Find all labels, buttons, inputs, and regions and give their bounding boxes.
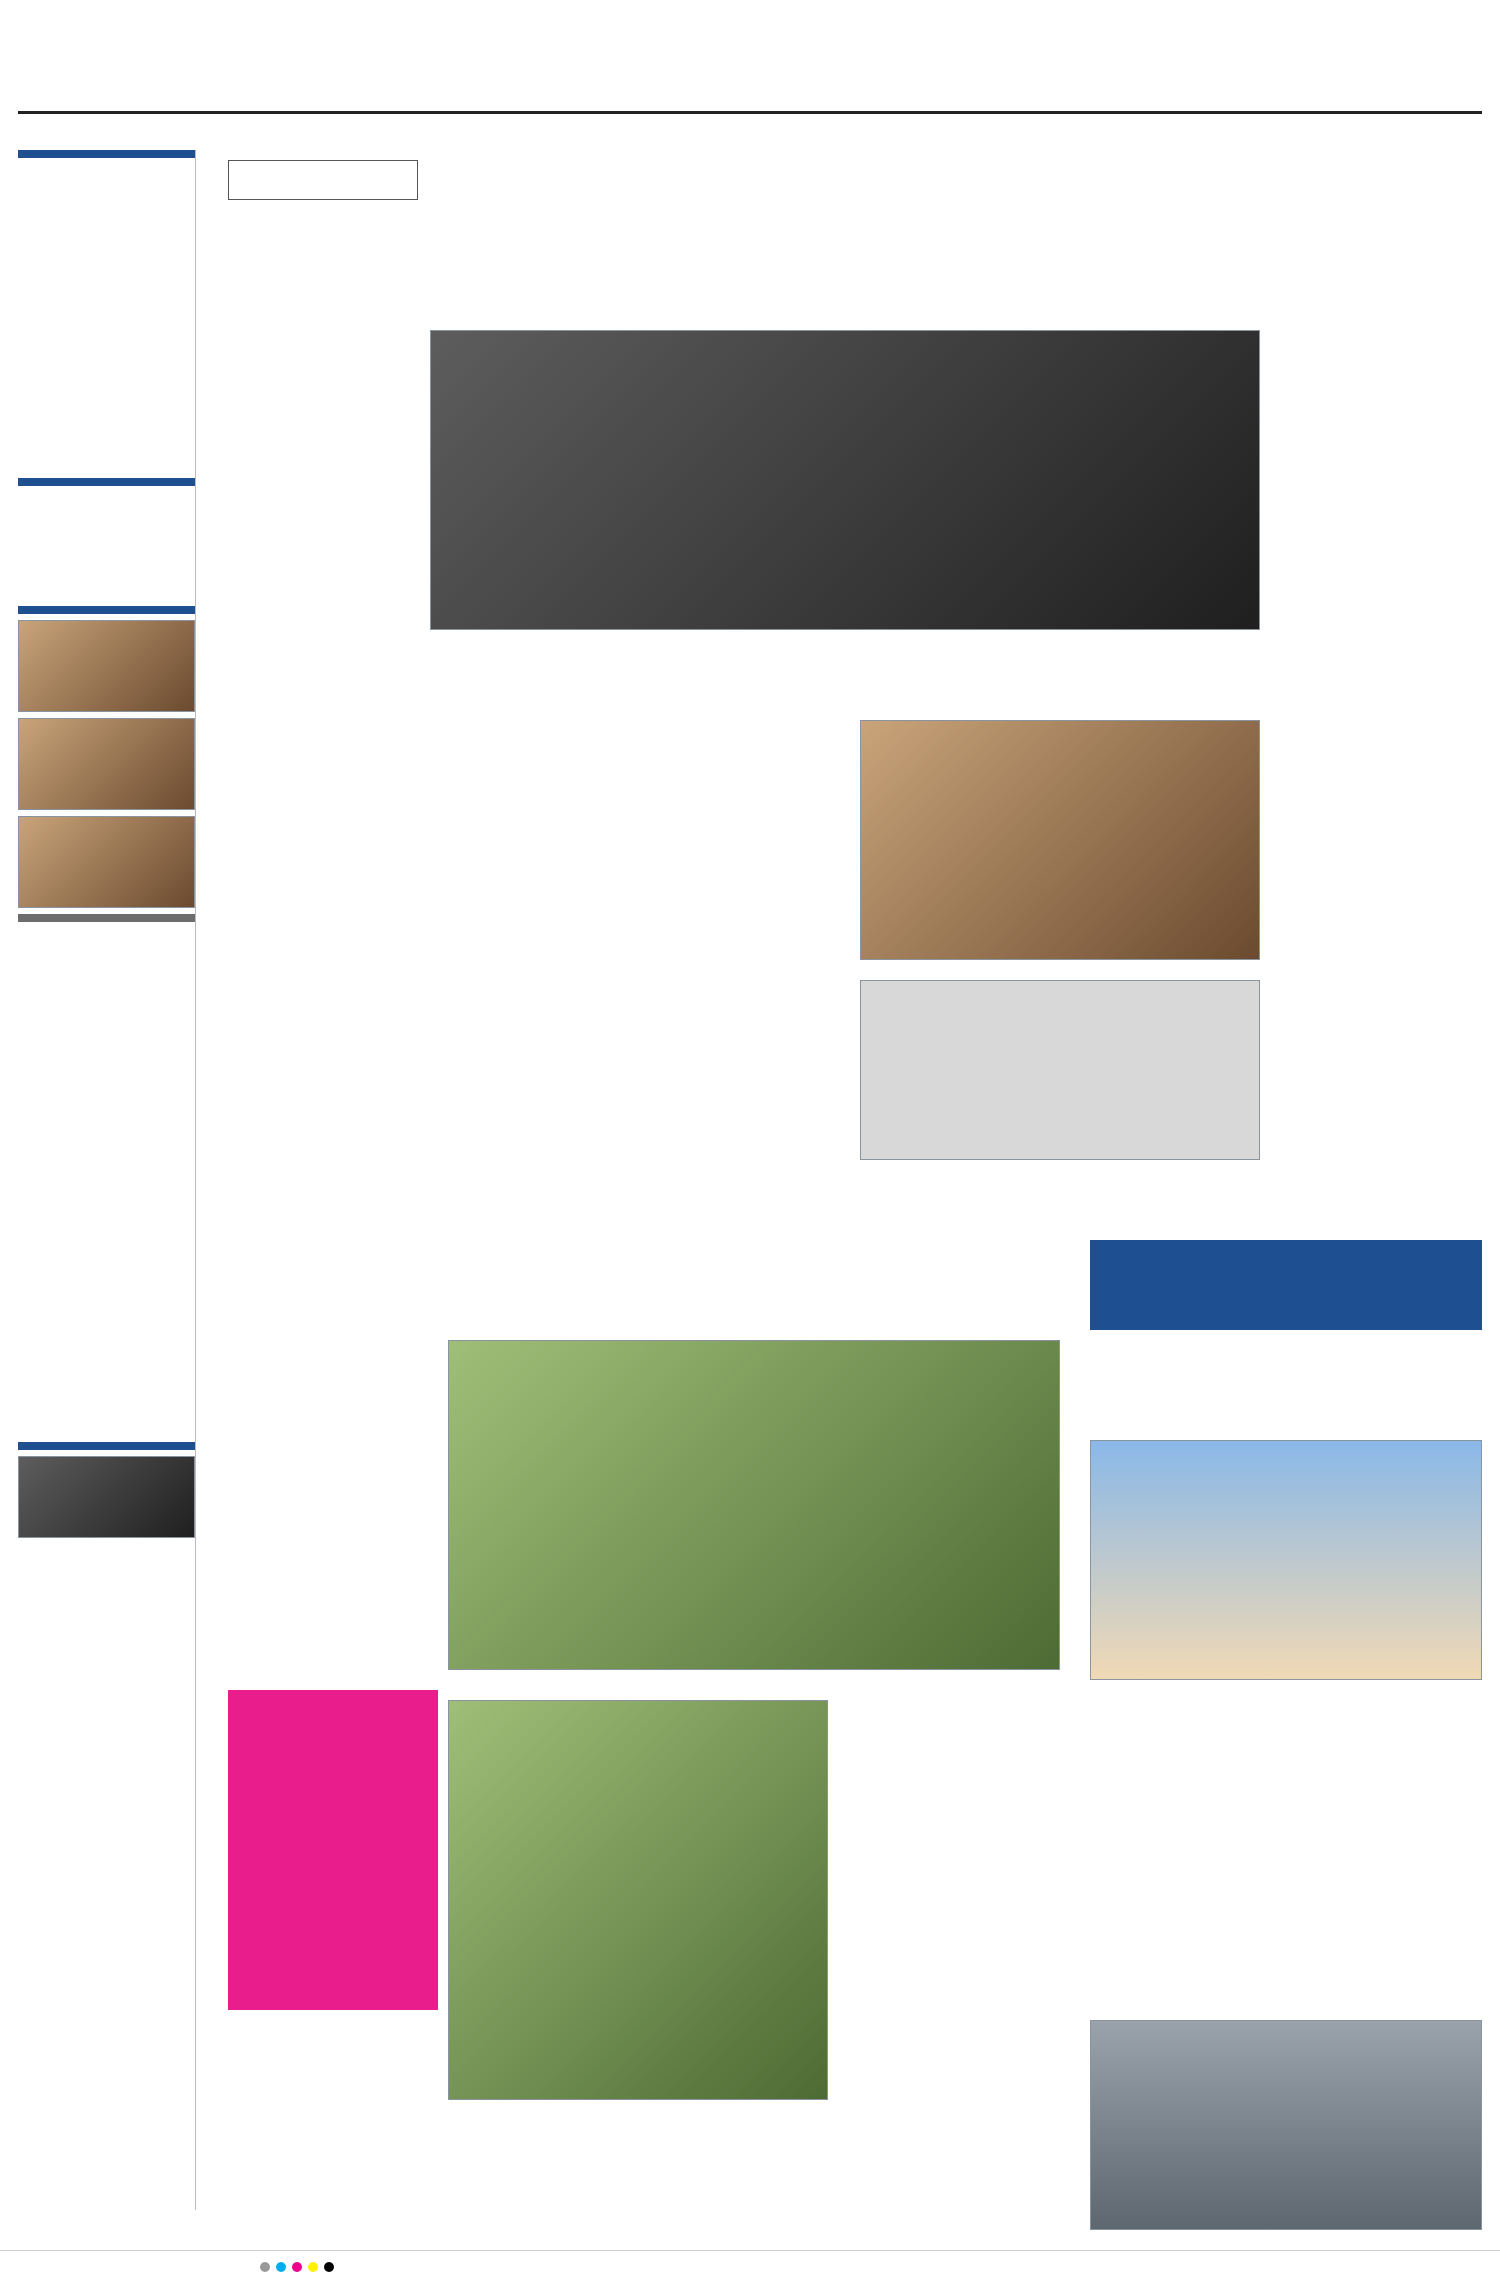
registration-dot bbox=[276, 2262, 286, 2272]
registration-dot bbox=[324, 2262, 334, 2272]
responder-photo bbox=[18, 620, 195, 712]
footer bbox=[0, 2250, 1500, 2282]
masthead bbox=[18, 18, 1482, 114]
japan-pagoda-photo bbox=[1090, 1440, 1482, 1680]
left-head-3 bbox=[18, 606, 195, 614]
responder-photo bbox=[18, 718, 195, 810]
plantation-photo bbox=[448, 1340, 1060, 1670]
trees-photo bbox=[448, 1700, 828, 2100]
fish-market-photo bbox=[1090, 2020, 1482, 2230]
registration-dot bbox=[260, 2262, 270, 2272]
section-label bbox=[1062, 24, 1482, 94]
responder-photo bbox=[18, 816, 195, 908]
registration-dot bbox=[308, 2262, 318, 2272]
hookah-photo bbox=[860, 720, 1260, 960]
left-head-2 bbox=[18, 478, 195, 486]
rifle-image bbox=[18, 1456, 195, 1538]
left-head-4 bbox=[18, 914, 195, 922]
pink-quote-box bbox=[228, 1690, 438, 2010]
smoking-photo bbox=[430, 330, 1260, 630]
byline bbox=[228, 160, 418, 200]
left-head-5 bbox=[18, 1442, 195, 1450]
registration-dot bbox=[292, 2262, 302, 2272]
left-head-1 bbox=[18, 150, 195, 158]
cigarette-photo bbox=[860, 980, 1260, 1160]
second-headline bbox=[228, 1220, 1088, 1310]
japan-title bbox=[1090, 1240, 1482, 1330]
newspaper-logo bbox=[18, 26, 228, 86]
left-column bbox=[18, 150, 196, 2210]
